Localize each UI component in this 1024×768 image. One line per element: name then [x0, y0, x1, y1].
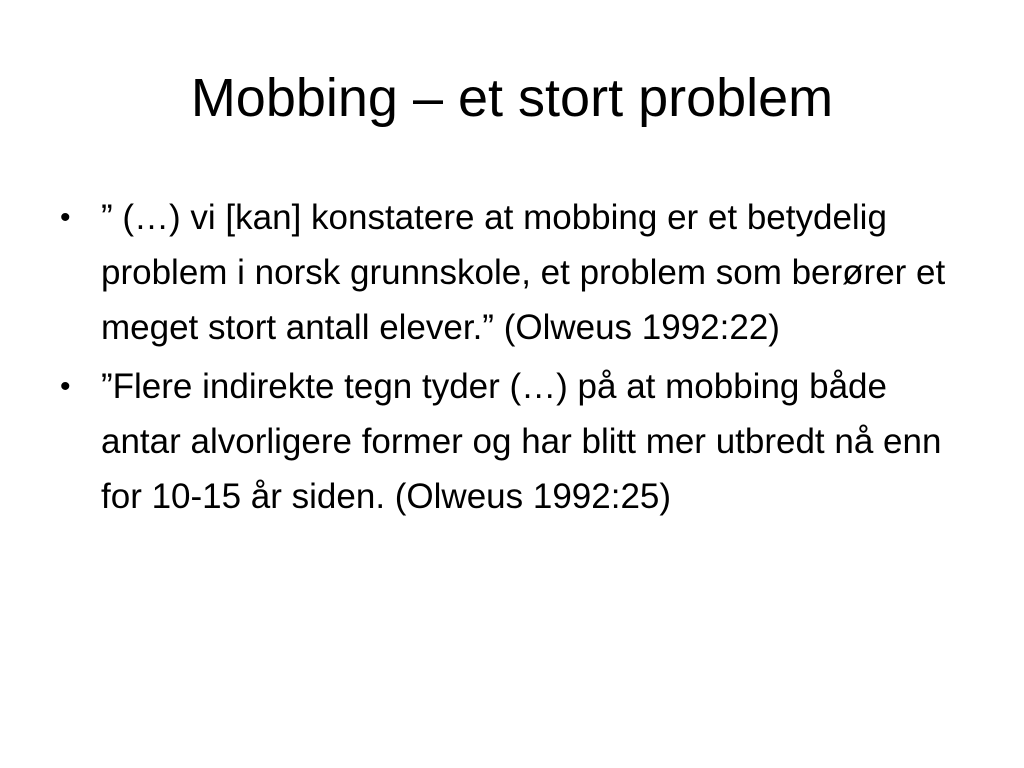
bullet-list — [52, 190, 972, 528]
bullet-dot-icon: • — [60, 201, 71, 234]
bullet-item-1 — [52, 190, 972, 355]
bullet-item-2 — [52, 359, 972, 524]
slide-title: Mobbing – et stort problem — [190, 68, 834, 128]
bullet-text: ”Flere indirekte tegn tyder (…) på at mobbing både antar alvorligere former og har blitt mer utbredt nå enn for 10-15 år siden. (Olweus 1992:25) — [101, 367, 942, 516]
bullet-dot-icon: • — [60, 370, 71, 403]
bullet-text: ” (…) vi [kan] konstatere at mobbing er et betydelig problem i norsk grunnskole, et problem som berører et meget stort antall elever.” (Olweus 1992:22) — [101, 198, 946, 347]
